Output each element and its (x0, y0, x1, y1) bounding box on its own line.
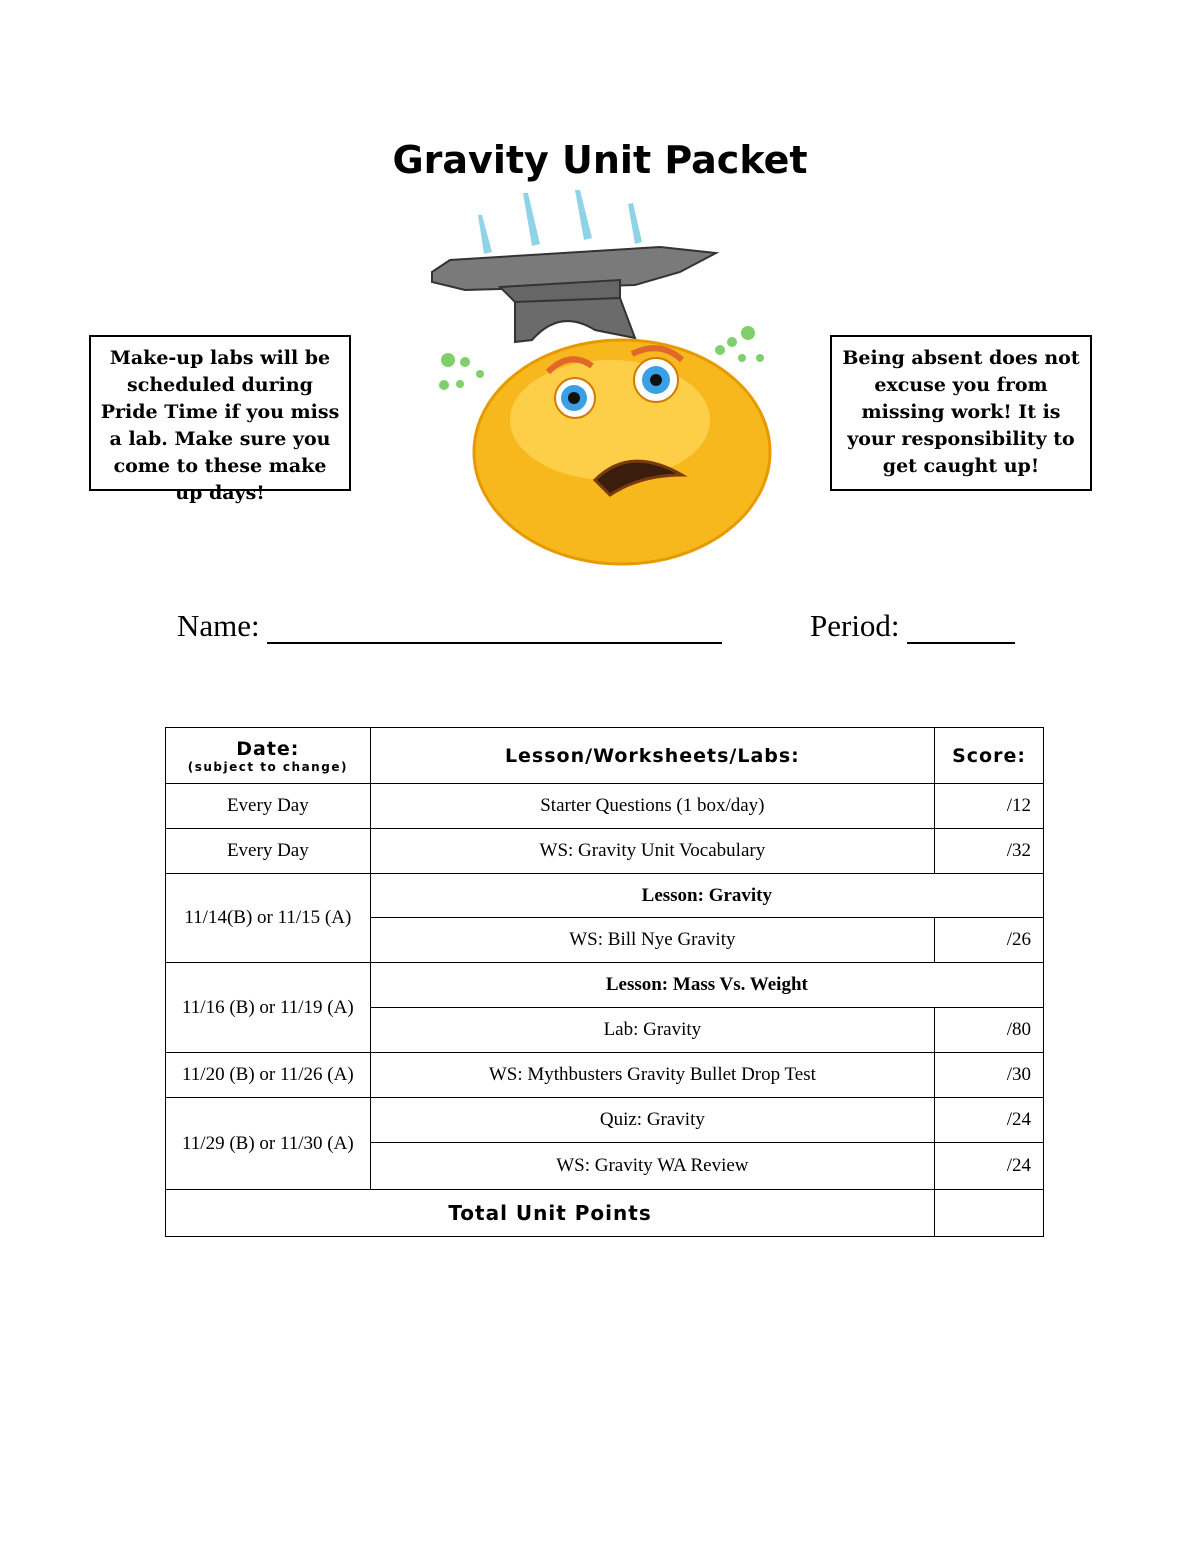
table-header-row (166, 728, 1044, 784)
makeup-labs-note: Make-up labs will be scheduled during Pride Time if you miss a lab. Make sure you come to these make up days! (89, 335, 351, 491)
anvil-smiley-illustration (420, 190, 780, 570)
period-field[interactable] (810, 608, 1015, 644)
name-blank[interactable] (267, 608, 722, 644)
absence-note: Being absent does not excuse you from missing work! It is your responsibility to get caught up! (830, 335, 1092, 491)
table-row: 11/16 (B) or 11/19 (A) Lesson: Mass Vs. Weight (166, 963, 1044, 1008)
page-title: Gravity Unit Packet (392, 138, 808, 182)
lesson-header: Lesson/Worksheets/Labs: (370, 728, 934, 784)
table-row: Every Day WS: Gravity Unit Vocabulary /32 (166, 829, 1044, 874)
lesson-title: Lesson: Gravity (370, 874, 1043, 918)
total-label: Total Unit Points (166, 1190, 935, 1237)
table-row: WS: Bill Nye Gravity /26 (166, 918, 1044, 963)
total-score-cell[interactable] (935, 1190, 1044, 1237)
name-field[interactable] (177, 608, 722, 644)
period-label: Period: (810, 608, 900, 643)
table-row: WS: Gravity WA Review /24 (166, 1143, 1044, 1190)
falling-lines-icon (478, 190, 642, 254)
table-row: 11/29 (B) or 11/30 (A) Quiz: Gravity /24 (166, 1098, 1044, 1143)
name-label: Name: (177, 608, 260, 643)
table-row: Every Day Starter Questions (1 box/day) /12 (166, 784, 1044, 829)
score-header: Score: (935, 728, 1044, 784)
worried-face-icon (439, 307, 770, 570)
schedule-table (165, 727, 1044, 1237)
anvil-icon (432, 247, 716, 342)
table-row: 11/20 (B) or 11/26 (A) WS: Mythbusters Gravity Bullet Drop Test /30 (166, 1053, 1044, 1098)
table-row: Lab: Gravity /80 (166, 1008, 1044, 1053)
date-header: Date: (subject to change) (166, 728, 371, 784)
total-row (166, 1190, 1044, 1237)
table-row: 11/14(B) or 11/15 (A) Lesson: Gravity (166, 874, 1044, 918)
period-blank[interactable] (907, 608, 1015, 644)
lesson-title: Lesson: Mass Vs. Weight (370, 963, 1043, 1008)
